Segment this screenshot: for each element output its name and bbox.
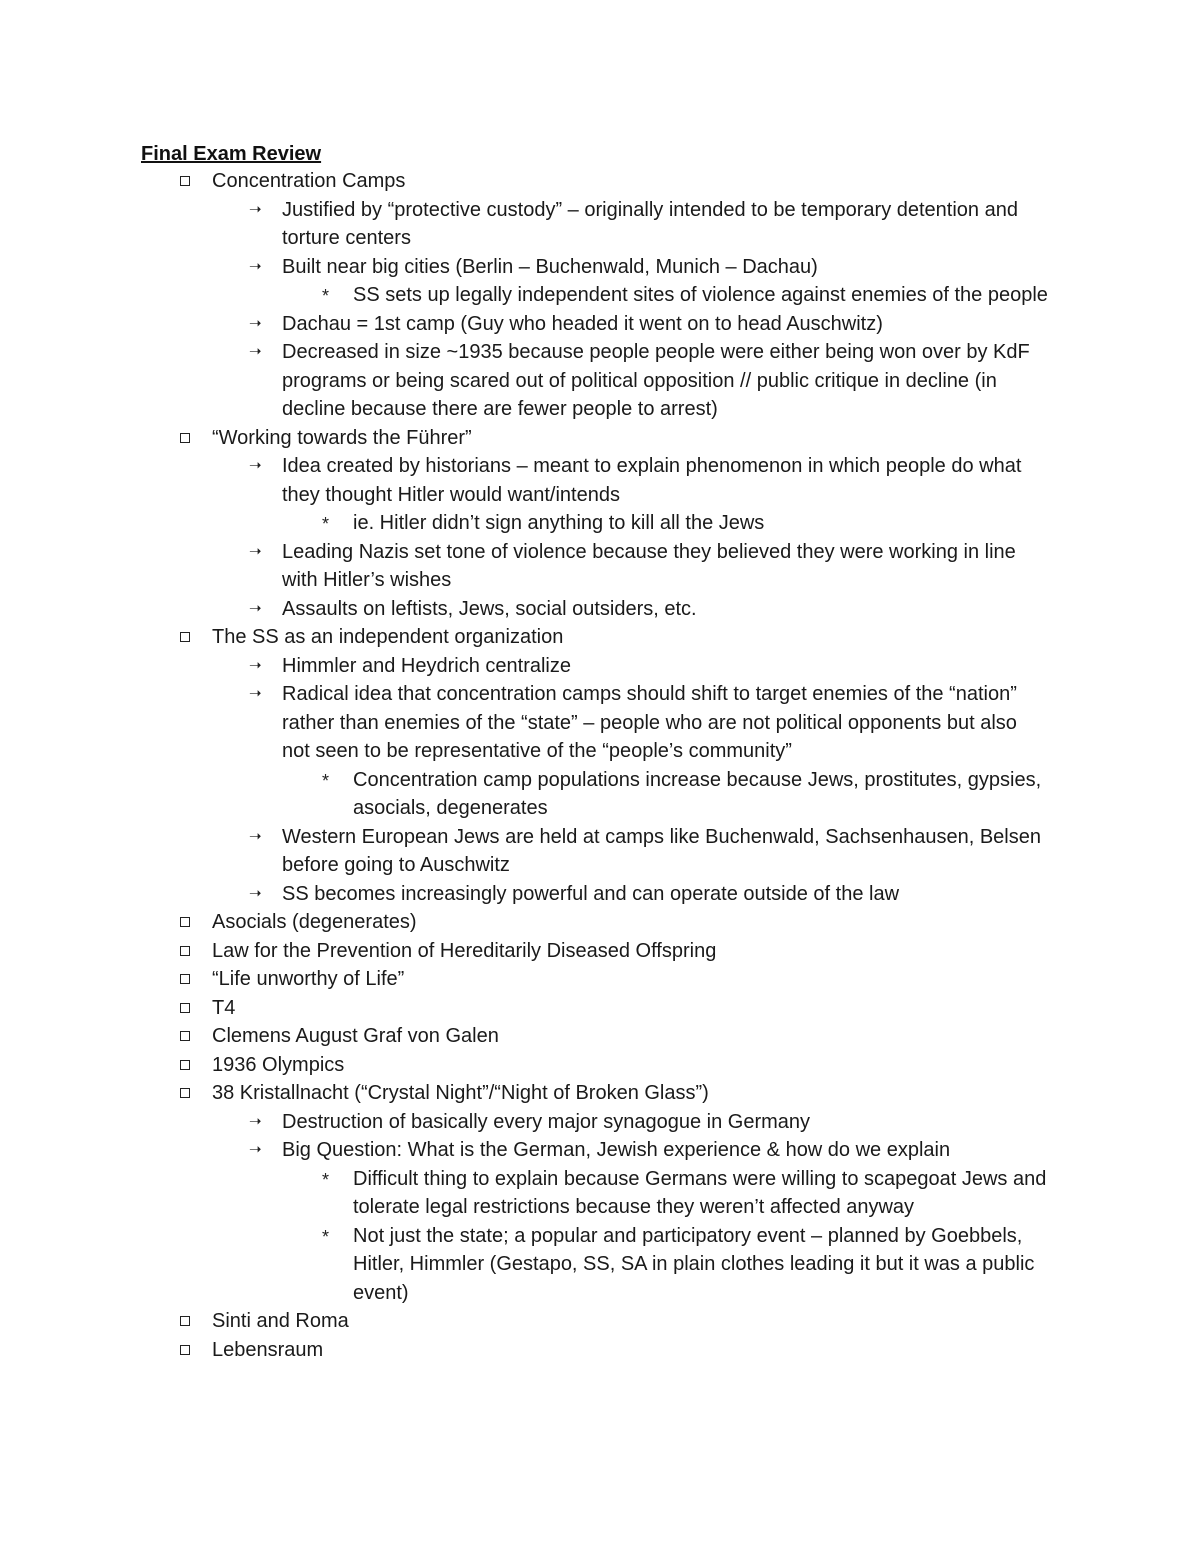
outline-point-text: Idea created by historians – meant to explain phenomenon in which people do what they thought Hitler would want/intends — [282, 455, 1022, 506]
outline-heading — [0, 1051, 1200, 1080]
outline-heading-text: 1936 Olympics — [212, 1053, 345, 1076]
outline-heading-text: Law for the Prevention of Hereditarily Diseased Offspring — [212, 939, 717, 962]
checkbox-square-icon — [180, 176, 190, 186]
arrow-right-icon: ➝ — [249, 827, 262, 845]
outline-list — [0, 167, 1200, 1364]
checkbox-square-icon — [180, 1345, 190, 1355]
arrow-right-icon: ➝ — [249, 884, 262, 902]
outline-subpoint — [0, 1222, 1200, 1308]
outline-point-text: Justified by “protective custody” – originally intended to be temporary detention and torture centers — [282, 198, 1018, 249]
arrow-right-icon: ➝ — [249, 599, 262, 617]
outline-heading-text: T4 — [212, 996, 236, 1019]
outline-heading — [0, 965, 1200, 994]
checkbox-square-icon — [180, 1031, 190, 1041]
outline-point-text: Himmler and Heydrich centralize — [282, 654, 571, 677]
outline-point-text: SS becomes increasingly powerful and can operate outside of the law — [282, 882, 900, 905]
checkbox-square-icon — [180, 433, 190, 443]
outline-subpoint-text: ie. Hitler didn’t sign anything to kill all the Jews — [353, 512, 765, 534]
arrow-right-icon: ➝ — [249, 685, 262, 702]
outline-heading-text: “Working towards the Führer” — [212, 426, 472, 449]
outline-heading-text: 38 Kristallnacht (“Crystal Night”/“Night of Broken Glass”) — [212, 1082, 709, 1104]
outline-heading — [0, 424, 1200, 453]
outline-point-text: Radical idea that concentration camps should shift to target enemies of the “nation” rather than enemies of the “state” – people who are not political opponents but also not seen to be representative of the “people’s community” — [282, 683, 1017, 762]
outline-point-text: Dachau = 1st camp (Guy who headed it went on to head Auschwitz) — [282, 312, 883, 335]
outline-subpoint-text: Difficult thing to explain because Germans were willing to scapegoat Jews and tolerate legal restrictions because they weren’t affected anyway — [353, 1167, 1047, 1218]
arrow-right-icon: ➝ — [249, 257, 262, 275]
outline-heading — [0, 1079, 1200, 1108]
outline-point — [0, 1136, 1200, 1165]
outline-heading — [0, 1022, 1200, 1051]
outline-point — [0, 1108, 1200, 1137]
outline-heading-text: Sinti and Roma — [212, 1310, 349, 1332]
outline-point-text: Assaults on leftists, Jews, social outsiders, etc. — [282, 597, 697, 620]
outline-point — [0, 196, 1200, 253]
checkbox-square-icon — [180, 1003, 190, 1013]
checkbox-square-icon — [180, 632, 190, 642]
outline-heading — [0, 994, 1200, 1023]
asterisk-icon: * — [322, 770, 330, 791]
outline-point — [0, 652, 1200, 681]
checkbox-square-icon — [180, 1060, 190, 1070]
outline-point — [0, 452, 1200, 509]
arrow-right-icon: ➝ — [249, 542, 262, 560]
outline-point-text: Destruction of basically every major synagogue in Germany — [282, 1110, 811, 1133]
checkbox-square-icon — [180, 1088, 190, 1098]
outline-subpoint — [0, 509, 1200, 538]
outline-point — [0, 595, 1200, 624]
checkbox-square-icon — [180, 974, 190, 984]
outline-point-text: Western European Jews are held at camps like Buchenwald, Sachsenhausen, Belsen before going to Auschwitz — [282, 825, 1041, 876]
outline-point-text: Decreased in size ~1935 because people people were either being won over by KdF programs or being scared out of political opposition // public critique in decline (in decline because there are fewer people to arrest) — [282, 341, 1030, 420]
outline-point — [0, 880, 1200, 909]
outline-heading — [0, 623, 1200, 652]
arrow-right-icon: ➝ — [249, 457, 262, 474]
arrow-right-icon: ➝ — [249, 656, 262, 674]
asterisk-icon: * — [322, 1226, 330, 1247]
outline-point — [0, 338, 1200, 424]
outline-heading — [0, 167, 1200, 196]
outline-point — [0, 538, 1200, 595]
outline-heading — [0, 937, 1200, 966]
outline-subpoint-text: Concentration camp populations increase because Jews, prostitutes, gypsies, asocials, degenerates — [353, 768, 1042, 819]
outline-subpoint — [0, 1165, 1200, 1222]
page-title: Final Exam Review — [141, 143, 322, 165]
checkbox-square-icon — [180, 946, 190, 956]
arrow-right-icon: ➝ — [249, 1141, 262, 1158]
outline-subpoint — [0, 281, 1200, 310]
outline-heading — [0, 1307, 1200, 1336]
arrow-right-icon: ➝ — [249, 314, 262, 332]
asterisk-icon: * — [322, 514, 330, 534]
arrow-right-icon: ➝ — [249, 200, 262, 218]
outline-point-text: Built near big cities (Berlin – Buchenwald, Munich – Dachau) — [282, 255, 818, 278]
arrow-right-icon: ➝ — [249, 1112, 262, 1130]
outline-point — [0, 823, 1200, 880]
outline-heading-text: “Life unworthy of Life” — [212, 968, 405, 990]
outline-point — [0, 680, 1200, 766]
outline-subpoint-text: Not just the state; a popular and participatory event – planned by Goebbels, Hitler, Himmler (Gestapo, SS, SA in plain clothes leading it but it was a public event) — [353, 1224, 1035, 1304]
outline-heading-text: The SS as an independent organization — [212, 626, 564, 648]
outline-subpoint-text: SS sets up legally independent sites of violence against enemies of the people — [353, 284, 1048, 306]
outline-heading-text: Lebensraum — [212, 1338, 324, 1361]
outline-heading — [0, 908, 1200, 937]
asterisk-icon: * — [322, 286, 330, 306]
outline-heading-text: Asocials (degenerates) — [212, 911, 417, 933]
checkbox-square-icon — [180, 1316, 190, 1326]
arrow-right-icon: ➝ — [249, 343, 262, 360]
outline-subpoint — [0, 766, 1200, 823]
checkbox-square-icon — [180, 917, 190, 927]
outline-heading-text: Concentration Camps — [212, 170, 406, 192]
outline-point-text: Big Question: What is the German, Jewish experience & how do we explain — [282, 1139, 951, 1161]
asterisk-icon: * — [322, 1169, 330, 1190]
outline-heading-text: Clemens August Graf von Galen — [212, 1025, 499, 1047]
outline-point — [0, 310, 1200, 339]
outline-heading — [0, 1336, 1200, 1365]
outline-point — [0, 253, 1200, 282]
outline-point-text: Leading Nazis set tone of violence because they believed they were working in line with Hitler’s wishes — [282, 540, 1016, 591]
